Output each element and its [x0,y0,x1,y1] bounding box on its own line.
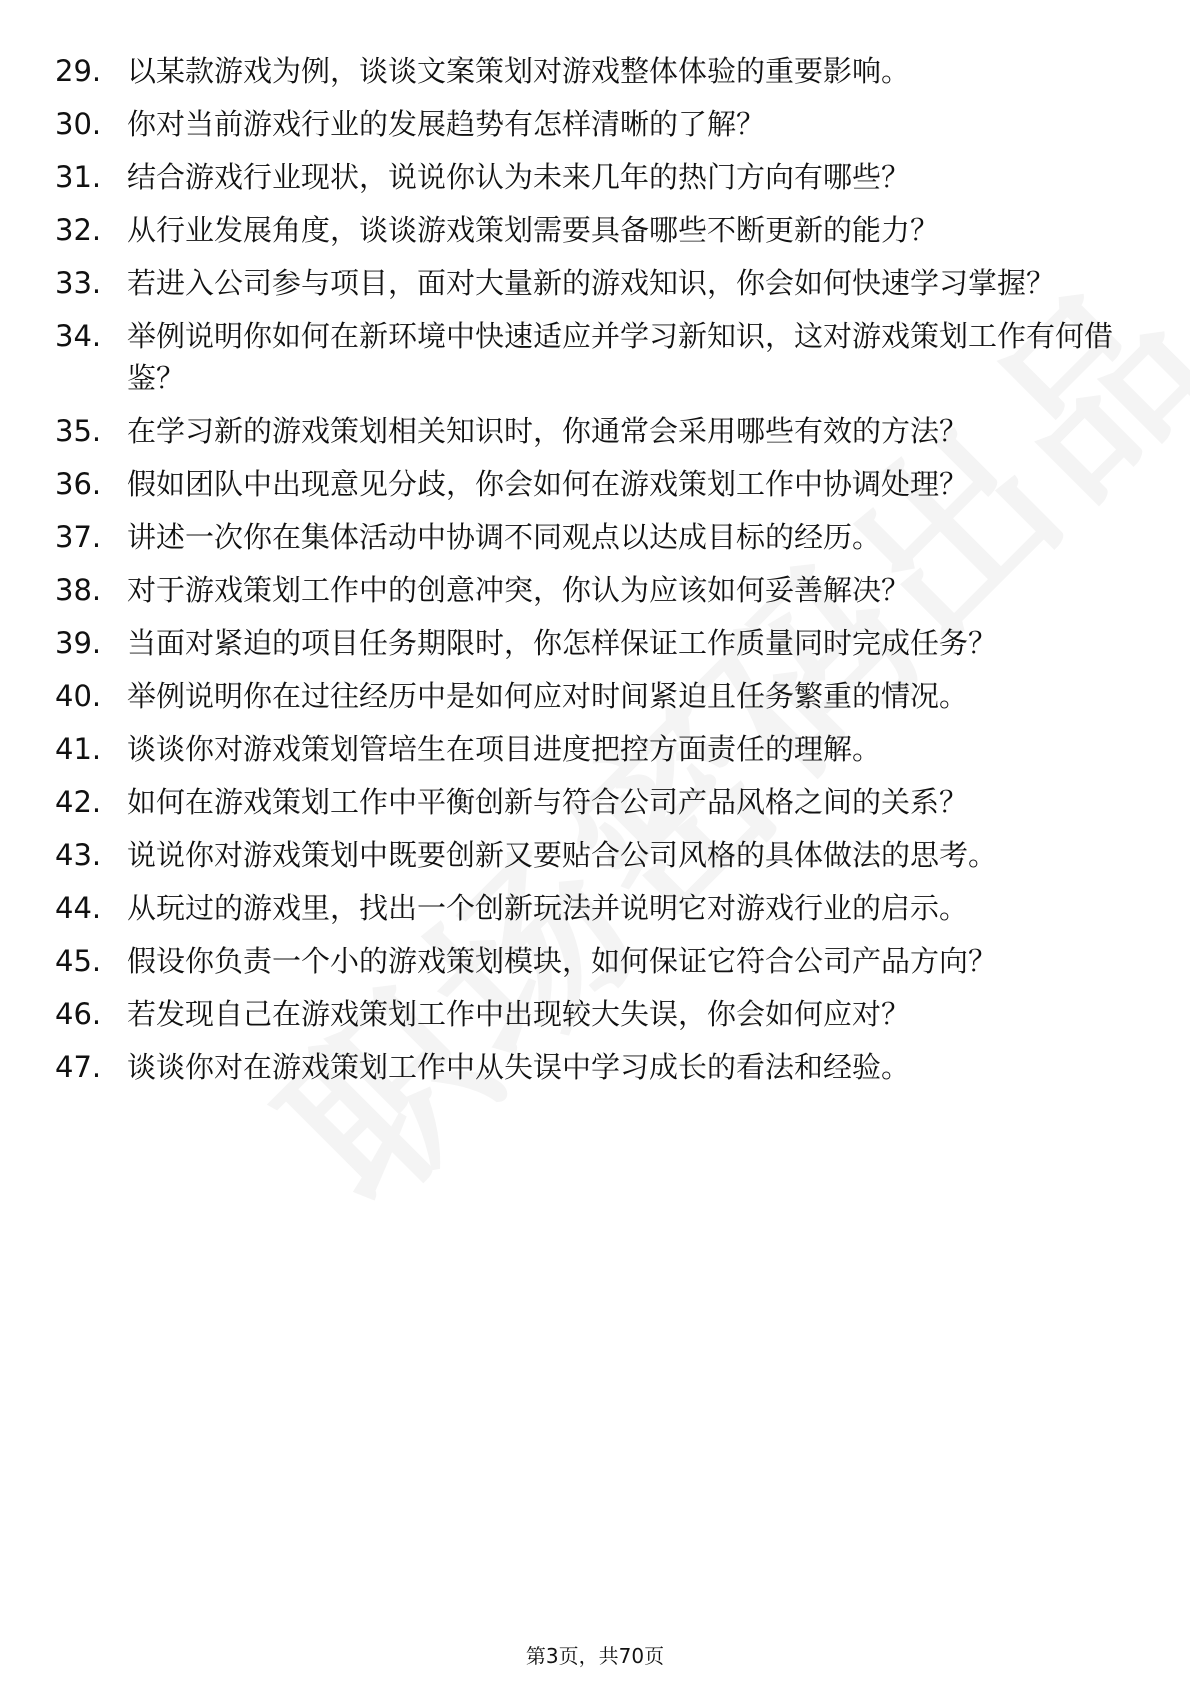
question-text: 举例说明你在过往经历中是如何应对时间紧迫且任务繁重的情况。 [127,679,969,713]
question-number: 41. [55,732,102,766]
list-item [55,262,1125,304]
question-text: 若进入公司参与项目，面对大量新的游戏知识，你会如何快速学习掌握？ [127,266,1056,300]
question-number: 45. [55,944,102,978]
question-text: 假如团队中出现意见分歧，你会如何在游戏策划工作中协调处理？ [127,467,969,501]
list-item [55,516,1125,558]
list-item [55,993,1125,1035]
list-item [55,887,1125,929]
list-item [55,463,1125,505]
question-number: 35. [55,414,102,448]
question-number: 42. [55,785,102,819]
question-text: 假设你负责一个小的游戏策划模块，如何保证它符合公司产品方向？ [127,944,998,978]
question-number: 29. [55,54,102,88]
question-number: 34. [55,319,102,353]
question-text: 若发现自己在游戏策划工作中出现较大失误，你会如何应对？ [127,997,911,1031]
question-text: 你对当前游戏行业的发展趋势有怎样清晰的了解？ [127,107,766,141]
question-text: 谈谈你对游戏策划管培生在项目进度把控方面责任的理解。 [127,732,882,766]
question-text: 结合游戏行业现状，说说你认为未来几年的热门方向有哪些？ [127,160,911,194]
list-item [55,569,1125,611]
question-text: 对于游戏策划工作中的创意冲突，你认为应该如何妥善解决？ [127,573,911,607]
list-item [55,209,1125,251]
question-number: 31. [55,160,102,194]
page-footer: 第3页，共70页 [525,1644,665,1668]
question-number: 43. [55,838,102,872]
question-number: 36. [55,467,102,501]
question-number: 44. [55,891,102,925]
question-text: 举例说明你如何在新环境中快速适应并学习新知识，这对游戏策划工作有何借鉴？ [127,319,1114,395]
question-text: 谈谈你对在游戏策划工作中从失误中学习成长的看法和经验。 [127,1050,911,1084]
question-number: 40. [55,679,102,713]
list-item [55,156,1125,198]
list-item [55,50,1125,92]
question-text: 从行业发展角度，谈谈游戏策划需要具备哪些不断更新的能力？ [127,213,940,247]
list-item [55,1046,1125,1088]
question-number: 30. [55,107,102,141]
question-number: 33. [55,266,102,300]
question-text: 在学习新的游戏策划相关知识时，你通常会采用哪些有效的方法？ [127,414,969,448]
question-text: 说说你对游戏策划中既要创新又要贴合公司风格的具体做法的思考。 [127,838,998,872]
question-number: 37. [55,520,102,554]
question-number: 39. [55,626,102,660]
question-number: 46. [55,997,102,1031]
list-item [55,728,1125,770]
question-text: 如何在游戏策划工作中平衡创新与符合公司产品风格之间的关系？ [127,785,969,819]
list-item [55,315,1125,399]
question-list [55,50,1125,1099]
list-item [55,675,1125,717]
question-text: 当面对紧迫的项目任务期限时，你怎样保证工作质量同时完成任务？ [127,626,998,660]
question-number: 47. [55,1050,102,1084]
list-item [55,410,1125,452]
question-number: 32. [55,213,102,247]
list-item [55,940,1125,982]
list-item [55,834,1125,876]
question-text: 从玩过的游戏里，找出一个创新玩法并说明它对游戏行业的启示。 [127,891,969,925]
question-text: 以某款游戏为例，谈谈文案策划对游戏整体体验的重要影响。 [127,54,911,88]
list-item [55,103,1125,145]
question-text: 讲述一次你在集体活动中协调不同观点以达成目标的经历。 [127,520,882,554]
list-item [55,781,1125,823]
question-number: 38. [55,573,102,607]
list-item [55,622,1125,664]
